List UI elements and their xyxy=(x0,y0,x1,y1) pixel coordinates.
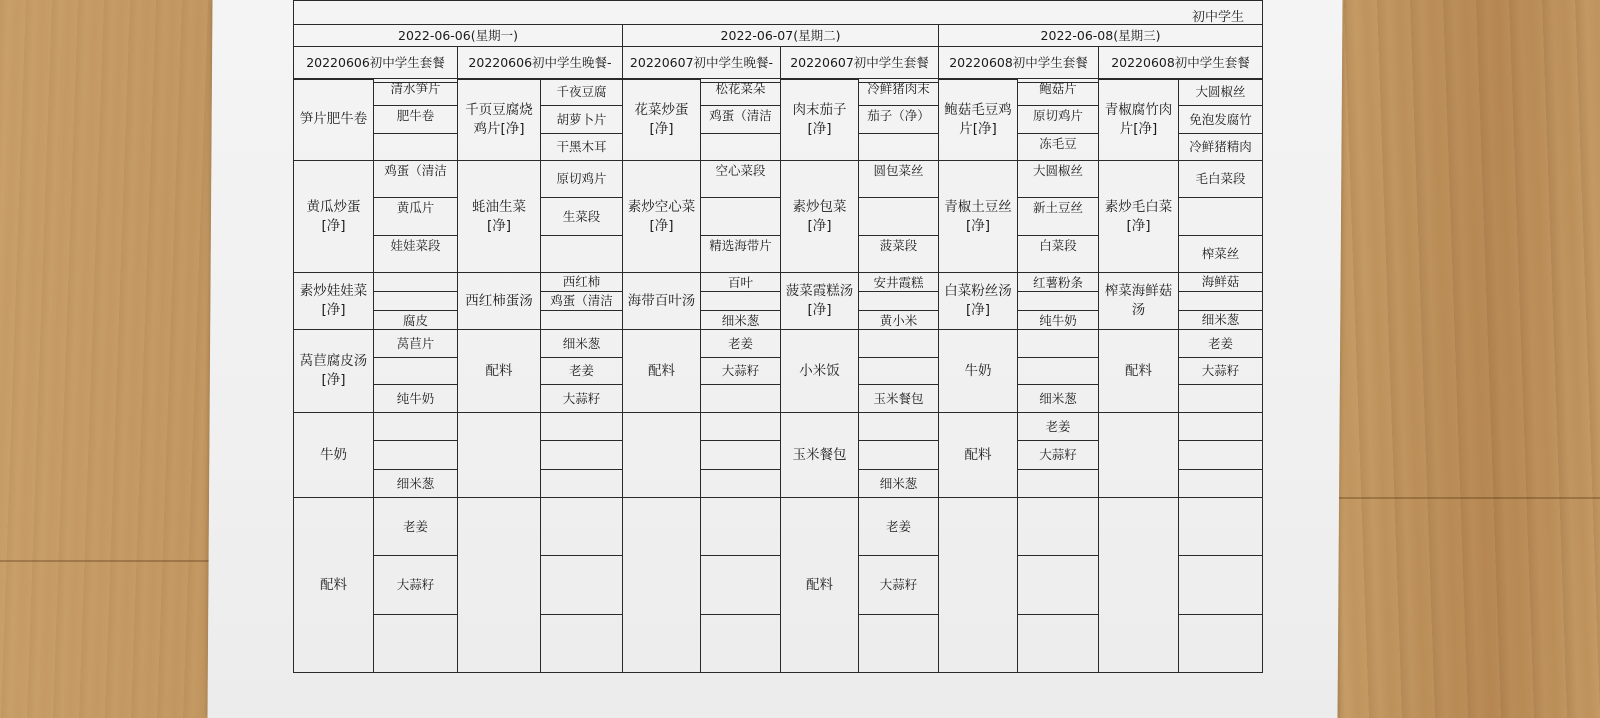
ingredient-item xyxy=(1178,197,1263,236)
dish-name: 配料 xyxy=(293,497,374,673)
ingredient-item xyxy=(1017,614,1099,673)
ingredient-item: 冷鲜猪肉末 xyxy=(858,78,939,106)
ingredient-item: 圆包菜丝 xyxy=(858,160,939,198)
ingredient-item xyxy=(1017,291,1099,311)
ingredient-item xyxy=(1017,497,1099,556)
dish-name: 鲍菇毛豆鸡片[净] xyxy=(938,78,1018,161)
ingredient-item xyxy=(1017,329,1099,358)
menu-table xyxy=(293,0,1286,690)
ingredient-item: 空心菜段 xyxy=(700,160,781,198)
ingredient-item: 纯牛奶 xyxy=(1017,310,1099,330)
dish-name xyxy=(938,497,1018,673)
ingredient-item xyxy=(1178,497,1263,556)
ingredient-item: 细米葱 xyxy=(700,310,781,330)
ingredient-item: 细米葱 xyxy=(1178,310,1263,330)
ingredient-item: 大蒜籽 xyxy=(700,357,781,385)
dish-name xyxy=(622,497,701,673)
dish-name: 海带百叶汤 xyxy=(622,272,701,330)
ingredient-item: 清水笋片 xyxy=(373,78,458,106)
menu-header: 20220608初中学生套餐 xyxy=(1098,46,1263,79)
ingredient-item: 新土豆丝 xyxy=(1017,197,1099,236)
ingredient-item xyxy=(540,469,623,498)
dish-name: 西红柿蛋汤 xyxy=(457,272,541,330)
menu-header: 20220606初中学生晚餐- xyxy=(457,46,623,79)
ingredient-item: 白菜段 xyxy=(1017,235,1099,273)
ingredient-item: 千夜豆腐 xyxy=(540,78,623,106)
ingredient-item: 大蒜籽 xyxy=(540,384,623,413)
ingredient-item: 鸡蛋（清洁 xyxy=(700,105,781,134)
wood-surface-right xyxy=(1336,0,1600,718)
ingredient-item: 生菜段 xyxy=(540,197,623,236)
ingredient-item xyxy=(540,310,623,330)
dish-name: 白菜粉丝汤[净] xyxy=(938,272,1018,330)
ingredient-item: 大蒜籽 xyxy=(373,555,458,615)
dish-name: 牛奶 xyxy=(293,412,374,498)
ingredient-item xyxy=(373,614,458,673)
ingredient-item xyxy=(858,197,939,236)
dish-name: 莴苣腐皮汤[净] xyxy=(293,329,374,413)
ingredient-item xyxy=(1178,384,1263,413)
ingredient-item: 原切鸡片 xyxy=(540,160,623,198)
dish-name: 玉米餐包 xyxy=(780,412,859,498)
ingredient-item xyxy=(700,440,781,470)
dish-name: 笋片肥牛卷 xyxy=(293,78,374,161)
ingredient-item: 精选海带片 xyxy=(700,235,781,273)
ingredient-item: 老姜 xyxy=(540,357,623,385)
ingredient-item xyxy=(540,614,623,673)
ingredient-item: 纯牛奶 xyxy=(373,384,458,413)
menu-header: 20220606初中学生套餐 xyxy=(293,46,458,79)
date-header: 2022-06-07(星期二) xyxy=(622,24,939,47)
ingredient-item: 原切鸡片 xyxy=(1017,105,1099,134)
ingredient-item: 肥牛卷 xyxy=(373,105,458,134)
ingredient-item xyxy=(700,412,781,441)
dish-name: 配料 xyxy=(938,412,1018,498)
ingredient-item: 毛白菜段 xyxy=(1178,160,1263,198)
dish-name: 素炒包菜[净] xyxy=(780,160,859,273)
date-header: 2022-06-08(星期三) xyxy=(938,24,1263,47)
dish-name: 牛奶 xyxy=(938,329,1018,413)
ingredient-item xyxy=(858,614,939,673)
ingredient-item: 大蒜籽 xyxy=(858,555,939,615)
ingredient-item xyxy=(373,133,458,161)
ingredient-item xyxy=(1017,469,1099,498)
wood-seam xyxy=(0,560,230,562)
ingredient-item xyxy=(858,440,939,470)
ingredient-item xyxy=(700,197,781,236)
ingredient-item: 莴苣片 xyxy=(373,329,458,358)
ingredient-item: 黄小米 xyxy=(858,310,939,330)
grade-header-row xyxy=(293,0,1263,25)
ingredient-item xyxy=(700,469,781,498)
ingredient-item: 老姜 xyxy=(858,497,939,556)
menu-header: 20220608初中学生套餐 xyxy=(938,46,1099,79)
ingredient-item xyxy=(540,497,623,556)
dish-name: 配料 xyxy=(1098,329,1179,413)
ingredient-item xyxy=(373,291,458,311)
ingredient-item: 红薯粉条 xyxy=(1017,272,1099,292)
dish-name xyxy=(622,412,701,498)
dish-name: 黄瓜炒蛋[净] xyxy=(293,160,374,273)
dish-name: 花菜炒蛋[净] xyxy=(622,78,701,161)
dish-name: 肉末茄子[净] xyxy=(780,78,859,161)
ingredient-item: 细米葱 xyxy=(858,469,939,498)
ingredient-item: 细米葱 xyxy=(373,469,458,498)
ingredient-item xyxy=(1178,440,1263,470)
ingredient-item xyxy=(858,329,939,358)
ingredient-item xyxy=(540,440,623,470)
menu-header: 20220607初中学生套餐 xyxy=(780,46,939,79)
ingredient-item: 百叶 xyxy=(700,272,781,292)
ingredient-item: 松花菜朵 xyxy=(700,78,781,106)
ingredient-item xyxy=(540,235,623,273)
ingredient-item: 大蒜籽 xyxy=(1017,440,1099,470)
ingredient-item: 茄子（净） xyxy=(858,105,939,134)
ingredient-item xyxy=(1178,614,1263,673)
ingredient-item xyxy=(373,357,458,385)
ingredient-item xyxy=(858,412,939,441)
ingredient-item: 冻毛豆 xyxy=(1017,133,1099,161)
ingredient-item: 安井霞糕 xyxy=(858,272,939,292)
ingredient-item: 胡萝卜片 xyxy=(540,105,623,134)
dish-name: 配料 xyxy=(622,329,701,413)
ingredient-item xyxy=(1178,412,1263,441)
dish-name: 素炒娃娃菜[净] xyxy=(293,272,374,330)
ingredient-item: 免泡发腐竹 xyxy=(1178,105,1263,134)
ingredient-item: 海鲜菇 xyxy=(1178,272,1263,292)
ingredient-item: 老姜 xyxy=(373,497,458,556)
dish-name: 素炒空心菜[净] xyxy=(622,160,701,273)
ingredient-item xyxy=(1178,469,1263,498)
ingredient-item xyxy=(1017,357,1099,385)
date-header: 2022-06-06(星期一) xyxy=(293,24,623,47)
dish-name: 配料 xyxy=(457,329,541,413)
dish-name xyxy=(1098,412,1179,498)
ingredient-item xyxy=(1178,291,1263,311)
ingredient-item: 娃娃菜段 xyxy=(373,235,458,273)
dish-name: 青椒腐竹肉片[净] xyxy=(1098,78,1179,161)
wood-seam xyxy=(1336,497,1600,499)
ingredient-item xyxy=(373,272,458,292)
ingredient-item: 冷鲜猪精肉 xyxy=(1178,133,1263,161)
ingredient-item: 老姜 xyxy=(700,329,781,358)
ingredient-item xyxy=(373,412,458,441)
ingredient-item xyxy=(373,440,458,470)
ingredient-item xyxy=(700,497,781,556)
dish-name: 菠菜霞糕汤[净] xyxy=(780,272,859,330)
ingredient-item: 鸡蛋（清洁 xyxy=(373,160,458,198)
ingredient-item xyxy=(700,384,781,413)
ingredient-item: 菠菜段 xyxy=(858,235,939,273)
ingredient-item xyxy=(700,133,781,161)
ingredient-item xyxy=(1017,555,1099,615)
grade-label: 初中学生 xyxy=(1192,10,1245,25)
ingredient-item xyxy=(540,555,623,615)
ingredient-item xyxy=(700,291,781,311)
ingredient-item: 细米葱 xyxy=(1017,384,1099,413)
dish-name xyxy=(457,412,541,498)
dish-name: 千页豆腐烧鸡片[净] xyxy=(457,78,541,161)
ingredient-item: 细米葱 xyxy=(540,329,623,358)
menu-header: 20220607初中学生晚餐- xyxy=(622,46,781,79)
ingredient-item: 西红柿 xyxy=(540,272,623,292)
ingredient-item: 老姜 xyxy=(1178,329,1263,358)
ingredient-item: 黄瓜片 xyxy=(373,197,458,236)
ingredient-item: 腐皮 xyxy=(373,310,458,330)
ingredient-item: 玉米餐包 xyxy=(858,384,939,413)
ingredient-item: 老姜 xyxy=(1017,412,1099,441)
dish-name: 配料 xyxy=(780,497,859,673)
dish-name: 榨菜海鲜菇汤 xyxy=(1098,272,1179,330)
ingredient-item: 榨菜丝 xyxy=(1178,235,1263,273)
ingredient-item: 大圆椒丝 xyxy=(1017,160,1099,198)
ingredient-item xyxy=(858,357,939,385)
ingredient-item: 鸡蛋（清洁 xyxy=(540,291,623,311)
ingredient-item xyxy=(1178,555,1263,615)
ingredient-item: 大蒜籽 xyxy=(1178,357,1263,385)
dish-name xyxy=(457,497,541,673)
dish-name: 蚝油生菜[净] xyxy=(457,160,541,273)
dish-name: 素炒毛白菜[净] xyxy=(1098,160,1179,273)
ingredient-item xyxy=(858,291,939,311)
ingredient-item xyxy=(700,614,781,673)
dish-name: 小米饭 xyxy=(780,329,859,413)
ingredient-item: 大圆椒丝 xyxy=(1178,78,1263,106)
dish-name: 青椒土豆丝[净] xyxy=(938,160,1018,273)
dish-name xyxy=(1098,497,1179,673)
ingredient-item: 干黑木耳 xyxy=(540,133,623,161)
ingredient-item xyxy=(700,555,781,615)
ingredient-item: 鲍菇片 xyxy=(1017,78,1099,106)
ingredient-item xyxy=(540,412,623,441)
ingredient-item xyxy=(858,133,939,161)
